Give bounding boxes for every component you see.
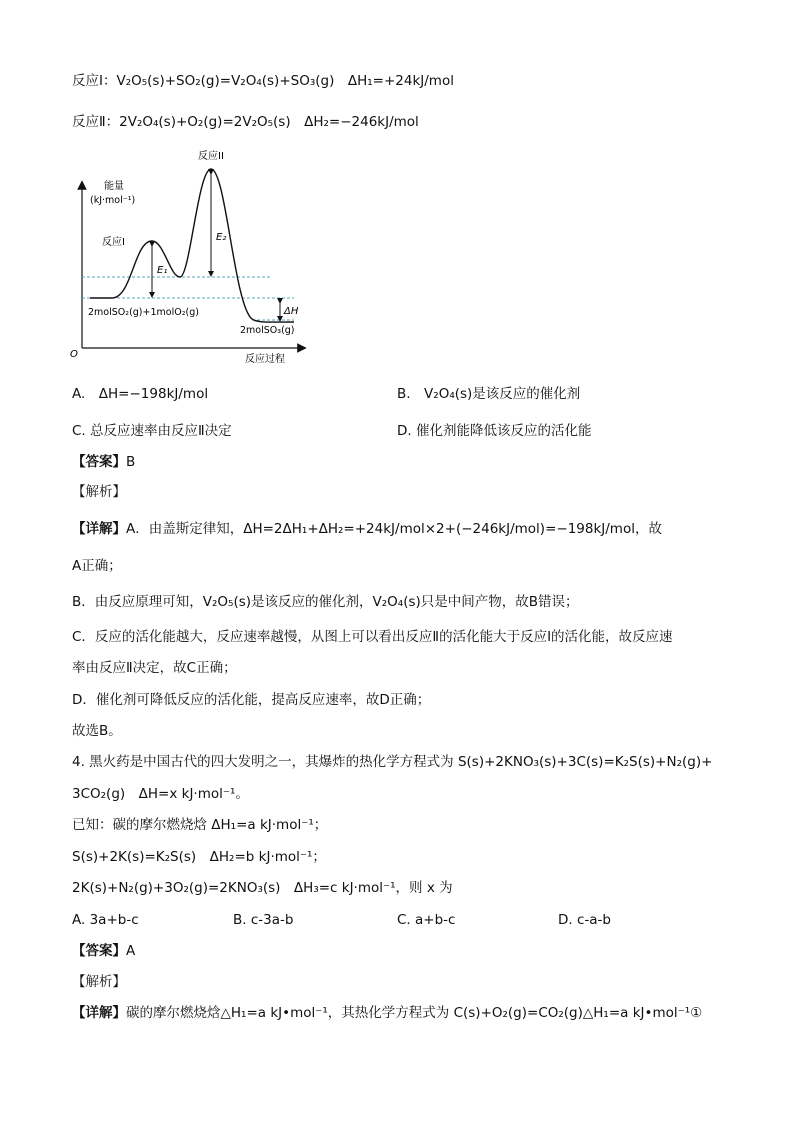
- e1-label: E₁: [157, 265, 168, 276]
- peak1-label: 反应I: [102, 237, 125, 248]
- q4-answer-line: [72, 941, 135, 961]
- answer-tag: 【答案】: [72, 454, 126, 470]
- q3-option-d: D. 催化剂能降低该反应的活化能: [397, 423, 592, 439]
- x-axis-label: 反应过程: [245, 354, 285, 365]
- q3-option-a: A. ΔH=−198kJ/mol: [72, 386, 209, 402]
- q4-known-1: 已知：碳的摩尔燃烧焓 ΔH₁=a kJ·mol⁻¹；: [72, 817, 328, 833]
- detail-tag: 【详解】: [72, 1005, 126, 1021]
- q3-detail-7: 故选B。: [72, 723, 122, 739]
- q3-detail-line-1: [72, 519, 662, 539]
- q4-stem-2: 3CO₂(g) ΔH=x kJ·mol⁻¹。: [72, 786, 249, 802]
- y-axis-label-1: 能量: [104, 181, 124, 192]
- q4-option-d: D. c-a-b: [558, 912, 611, 928]
- products-label: 2molSO₃(g): [240, 325, 295, 336]
- y-axis-label-2: (kJ·mol⁻¹): [90, 195, 136, 206]
- q3-detail-5: 率由反应Ⅱ决定，故C正确；: [72, 660, 237, 676]
- origin-label: O: [70, 349, 78, 360]
- dh-label: ΔH: [284, 306, 299, 317]
- q4-detail-1: 碳的摩尔燃烧焓△H₁=a kJ•mol⁻¹，其热化学方程式为 C(s)+O₂(g)=CO₂(g)△H₁=a kJ•mol⁻¹①: [126, 1005, 703, 1021]
- q3-answer: B: [126, 454, 136, 470]
- answer-tag: 【答案】: [72, 943, 126, 959]
- q4-known-3: 2K(s)+N₂(g)+3O₂(g)=2KNO₃(s) ΔH₃=c kJ·mol⁻¹，则 x 为: [72, 880, 453, 896]
- reaction-2: 反应Ⅱ：2V₂O₄(s)+O₂(g)=2V₂O₅(s) ΔH₂=−246kJ/mol: [72, 114, 419, 130]
- q4-stem-1: 4. 黑火药是中国古代的四大发明之一，其爆炸的热化学方程式为 S(s)+2KNO₃(s)+3C(s)=K₂S(s)+N₂(g)+: [72, 754, 713, 770]
- q3-option-c: C. 总反应速率由反应Ⅱ决定: [72, 423, 232, 439]
- q3-option-b: B. V₂O₄(s)是该反应的催化剂: [397, 386, 581, 402]
- q4-option-b: B. c-3a-b: [233, 912, 294, 928]
- q4-option-a: A. 3a+b-c: [72, 912, 139, 928]
- reactants-label: 2molSO₂(g)+1molO₂(g): [88, 307, 199, 318]
- q3-detail-1: A．由盖斯定律知，ΔH=2ΔH₁+ΔH₂=+24kJ/mol×2+(−246kJ/mol)=−198kJ/mol，故: [126, 521, 662, 537]
- energy-diagram: [62, 145, 312, 370]
- q3-detail-3: B．由反应原理可知，V₂O₅(s)是该反应的催化剂，V₂O₄(s)只是中间产物，故B错误；: [72, 594, 579, 610]
- q3-detail-4: C．反应的活化能越大，反应速率越慢，从图上可以看出反应Ⅱ的活化能大于反应Ⅰ的活化能，故反应速: [72, 629, 673, 645]
- reaction-1: 反应Ⅰ：V₂O₅(s)+SO₂(g)=V₂O₄(s)+SO₃(g) ΔH₁=+24kJ/mol: [72, 73, 454, 89]
- q4-option-c: C. a+b-c: [397, 912, 456, 928]
- e2-label: E₂: [216, 232, 227, 243]
- q4-detail-line-1: [72, 1003, 702, 1023]
- q4-analysis-tag: 【解析】: [72, 974, 126, 990]
- q3-answer-line: [72, 452, 135, 472]
- peak2-label: 反应II: [198, 151, 224, 162]
- q3-analysis-tag: 【解析】: [72, 484, 126, 500]
- q4-known-2: S(s)+2K(s)=K₂S(s) ΔH₂=b kJ·mol⁻¹；: [72, 849, 326, 865]
- q4-answer: A: [126, 943, 136, 959]
- q3-detail-6: D．催化剂可降低反应的活化能，提高反应速率，故D正确；: [72, 692, 431, 708]
- q3-detail-2: A正确；: [72, 558, 122, 574]
- detail-tag: 【详解】: [72, 521, 126, 537]
